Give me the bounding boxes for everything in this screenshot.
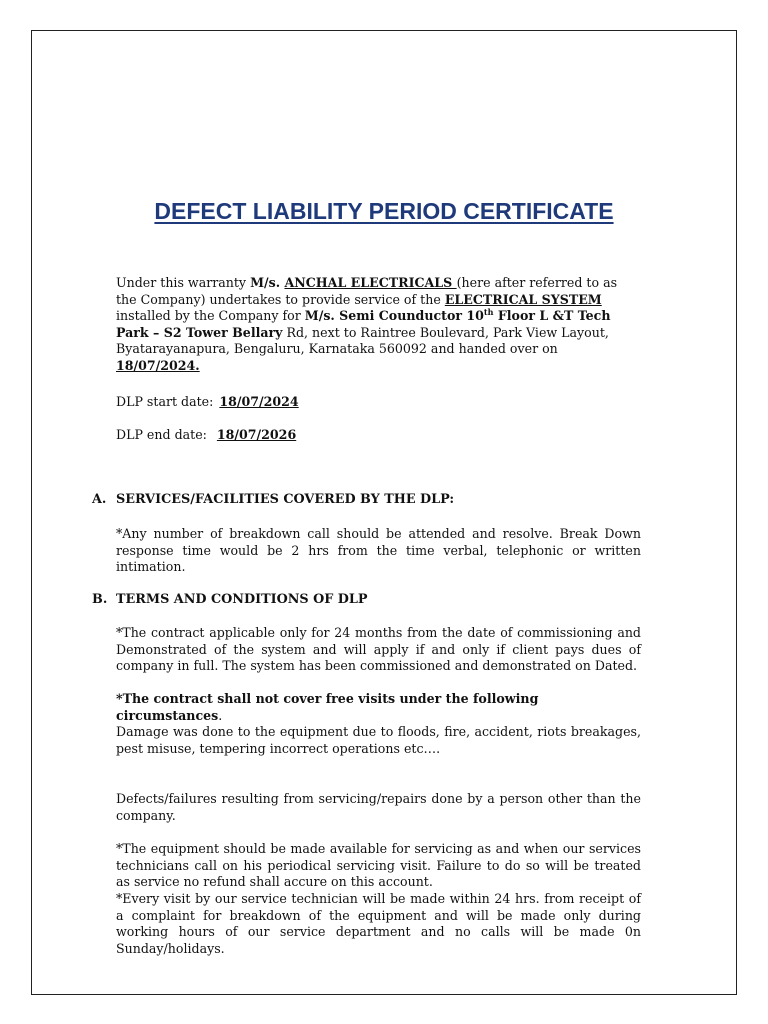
page-title: DEFECT LIABILITY PERIOD CERTIFICATE bbox=[154, 198, 614, 224]
section-b-letter: B. bbox=[92, 592, 108, 607]
exclusions-intro-end: . bbox=[218, 707, 223, 723]
dlp-start-row bbox=[116, 394, 299, 410]
section-a-heading bbox=[92, 492, 454, 508]
section-a-paragraph-1: *Any number of breakdown call should be attended and resolve. Break Down response time would be 2 hrs from the time verbal, telephonic or written intimation. bbox=[116, 526, 641, 575]
client-name-sup: th bbox=[483, 307, 494, 317]
section-a-letter: A. bbox=[92, 492, 107, 507]
section-b-paragraph-1: *The contract applicable only for 24 months from the date of commissioning and Demonstrated of the system and will apply if and only if client pays dues of company in full. The system has been commissioned and demonstrated on Dated. bbox=[116, 625, 641, 674]
system-name: ELECTRICAL SYSTEM bbox=[444, 291, 602, 307]
dlp-start-label: DLP start date: bbox=[116, 394, 214, 409]
company-name: ANCHAL ELECTRICALS bbox=[284, 275, 457, 290]
intro-paragraph bbox=[116, 275, 641, 375]
section-b-heading bbox=[92, 592, 368, 608]
intro-text-1: Under this warranty bbox=[116, 275, 251, 290]
intro-text-3: installed by the Company for bbox=[116, 308, 305, 324]
dlp-end-row bbox=[116, 427, 296, 443]
dlp-start-value: 18/07/2024 bbox=[219, 394, 299, 409]
exclusions-intro: *The contract shall not cover free visits under the following circumstances bbox=[116, 691, 539, 723]
section-b-paragraph-6: *Every visit by our service technician will be made within 24 hrs. from receipt of a complaint for breakdown of the equipment and will be made only during working hours of our service department and no calls will be made 0n Sunday/holidays. bbox=[116, 891, 641, 956]
client-name-a: M/s. Semi Counductor 10 bbox=[304, 308, 484, 324]
client-name-b: Floor L &T Tech Park – S2 Tower Bellary bbox=[116, 308, 611, 340]
handover-date: 18/07/2024. bbox=[116, 357, 200, 373]
dlp-end-value: 18/07/2026 bbox=[216, 427, 297, 442]
dlp-end-label: DLP end date: bbox=[116, 427, 207, 442]
section-a-title: SERVICES/FACILITIES COVERED BY THE DLP: bbox=[116, 492, 455, 507]
section-b-paragraph-2 bbox=[116, 691, 641, 724]
section-b-title: TERMS AND CONDITIONS OF DLP bbox=[116, 592, 368, 607]
intro-text-2: (here after referred to as the Company) undertakes to provide service of the bbox=[116, 275, 618, 307]
section-b-paragraph-3: Damage was done to the equipment due to floods, fire, accident, riots breakages, pest misuse, tempering incorrect operations etc…. bbox=[116, 724, 641, 756]
company-prefix: M/s. bbox=[250, 275, 285, 290]
intro-text-4: Rd, next to Raintree Boulevard, Park View Layout, Byatarayanapura, Bengaluru, Karnataka 560092 and handed over on bbox=[116, 324, 609, 357]
section-b-paragraph-5: *The equipment should be made available for servicing as and when our services technicians call on his periodical servicing visit. Failure to do so will be treated as service no refund shall accure on this account. bbox=[116, 841, 641, 890]
section-b-paragraph-4: Defects/failures resulting from servicing/repairs done by a person other than the company. bbox=[116, 791, 641, 823]
